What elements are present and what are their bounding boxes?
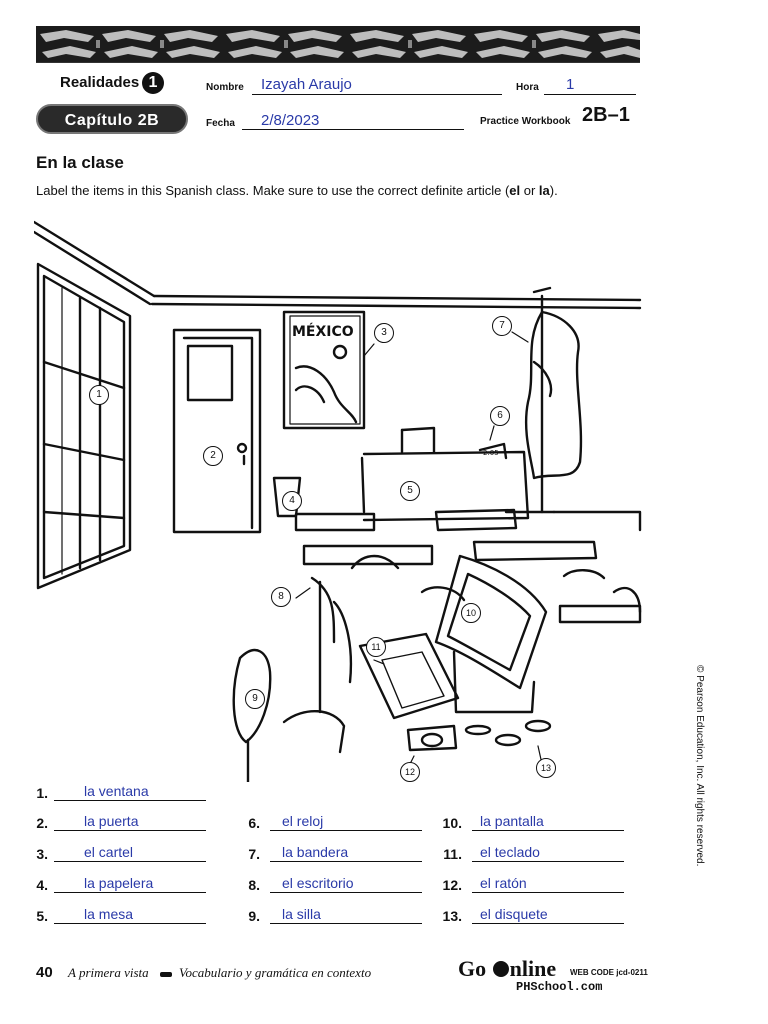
article-el: el	[509, 183, 521, 198]
chair-drawing	[234, 650, 344, 782]
chapter-badge: Capítulo 2B	[36, 104, 188, 134]
answer-row	[222, 844, 432, 864]
callout-3: 3	[374, 323, 394, 343]
answer-row	[418, 875, 632, 895]
answer-row	[222, 813, 432, 833]
answer-row	[418, 813, 632, 833]
answer-number: 2.	[36, 815, 48, 831]
answer-number: 5.	[36, 908, 48, 924]
answer-number: 10.	[442, 815, 462, 831]
answer-field[interactable]: la silla	[282, 906, 321, 922]
flag-drawing	[526, 288, 581, 512]
nombre-underline	[252, 94, 502, 95]
door-drawing	[174, 330, 260, 532]
answer-row	[26, 844, 236, 864]
callout-4: 4	[282, 491, 302, 511]
answer-field[interactable]: la mesa	[84, 906, 134, 922]
answer-underline	[270, 892, 422, 893]
answer-row	[26, 906, 236, 926]
callout-10: 10	[461, 603, 481, 623]
answer-number: 12.	[442, 877, 462, 893]
decorative-pattern-band	[36, 26, 640, 62]
phschool-link[interactable]: PHSchool.com	[516, 980, 603, 994]
callout-8: 8	[271, 587, 291, 607]
fecha-field[interactable]: 2/8/2023	[261, 112, 320, 129]
answer-row	[418, 906, 632, 926]
copyright-text: © Pearson Education, Inc. All rights reserved.	[694, 665, 705, 867]
answer-field[interactable]: la pantalla	[480, 813, 544, 829]
window-drawing	[38, 264, 130, 588]
globe-icon	[493, 961, 509, 977]
answer-field[interactable]: el ratón	[480, 875, 527, 891]
answer-number: 11.	[443, 846, 462, 862]
workbook-code: 2B–1	[582, 104, 630, 126]
answer-underline	[54, 861, 206, 862]
answer-field[interactable]: el escritorio	[282, 875, 354, 891]
answer-row	[26, 875, 236, 895]
nombre-field[interactable]: Izayah Araujo	[261, 76, 352, 93]
book-subtitle: Vocabulario y gramática en contexto	[179, 965, 372, 980]
hora-underline	[544, 94, 636, 95]
instructions	[36, 183, 558, 198]
callout-9: 9	[245, 689, 265, 709]
answer-field[interactable]: el cartel	[84, 844, 134, 860]
classroom-illustration	[34, 212, 642, 782]
callout-2: 2	[203, 446, 223, 466]
teacher-desk-drawing	[362, 428, 528, 520]
callout-11: 11	[366, 637, 386, 657]
page-number: 40	[36, 964, 53, 981]
answer-underline	[270, 923, 422, 924]
mexico-poster-drawing	[284, 312, 364, 428]
answer-underline	[54, 892, 206, 893]
answer-underline	[472, 861, 624, 862]
header-rule	[36, 62, 640, 63]
book-title: A primera vista	[68, 965, 149, 980]
hora-field[interactable]: 1	[566, 76, 575, 93]
answer-number: 4.	[36, 877, 48, 893]
answer-field[interactable]: el disquete	[480, 906, 548, 922]
instructions-or: or	[520, 183, 539, 198]
instructions-prefix: Label the items in this Spanish class. Make sure to use the correct definite article (	[36, 183, 510, 198]
answer-underline	[270, 830, 422, 831]
answer-number: 13.	[442, 908, 462, 924]
clock-text: 2:05	[483, 449, 499, 457]
answer-number: 8.	[248, 877, 260, 893]
workbook-label: Practice Workbook	[480, 116, 571, 127]
answer-underline	[472, 923, 624, 924]
answer-row	[222, 875, 432, 895]
fecha-underline	[242, 129, 464, 130]
callout-13: 13	[536, 758, 556, 778]
answer-underline	[270, 861, 422, 862]
fecha-label: Fecha	[206, 118, 235, 129]
hora-label: Hora	[516, 82, 539, 93]
web-code-label: WEB CODE jcd-0211	[570, 968, 648, 977]
answer-row	[418, 844, 632, 864]
answer-underline	[54, 800, 206, 801]
answer-number: 1.	[36, 785, 48, 801]
answer-row	[26, 783, 236, 803]
answer-field[interactable]: la bandera	[282, 844, 349, 860]
callout-1: 1	[89, 385, 109, 405]
poster-text: MÉXICO	[292, 324, 354, 340]
copyright-notice	[691, 665, 711, 867]
answer-field[interactable]: el reloj	[282, 813, 324, 829]
answer-underline	[472, 830, 624, 831]
series-level-badge: 1	[142, 72, 164, 94]
callout-5: 5	[400, 481, 420, 501]
series-name: Realidades	[60, 74, 140, 91]
answer-field[interactable]: la ventana	[84, 783, 149, 799]
article-la: la	[538, 183, 550, 198]
answer-row	[26, 813, 236, 833]
answer-number: 7.	[248, 846, 260, 862]
answer-underline	[54, 830, 206, 831]
worksheet-header	[36, 62, 640, 142]
answer-underline	[54, 923, 206, 924]
computer-drawing	[360, 556, 550, 750]
go-online-text-post: nline	[509, 956, 557, 981]
answer-field[interactable]: la puerta	[84, 813, 139, 829]
nombre-label: Nombre	[206, 82, 244, 93]
go-online-text-pre: Go	[458, 956, 492, 981]
answer-number: 3.	[36, 846, 48, 862]
title-separator	[160, 972, 172, 977]
section-title: En la clase	[36, 153, 124, 172]
callout-6: 6	[490, 406, 510, 426]
callout-12: 12	[400, 762, 420, 782]
callout-7: 7	[492, 316, 512, 336]
answer-field[interactable]: la papelera	[84, 875, 154, 891]
instructions-suffix: ).	[549, 183, 558, 198]
answer-field[interactable]: el teclado	[480, 844, 540, 860]
answer-number: 6.	[248, 815, 260, 831]
go-online-logo[interactable]	[458, 956, 556, 982]
answer-number: 9.	[248, 908, 260, 924]
answer-underline	[472, 892, 624, 893]
answer-row	[222, 906, 432, 926]
